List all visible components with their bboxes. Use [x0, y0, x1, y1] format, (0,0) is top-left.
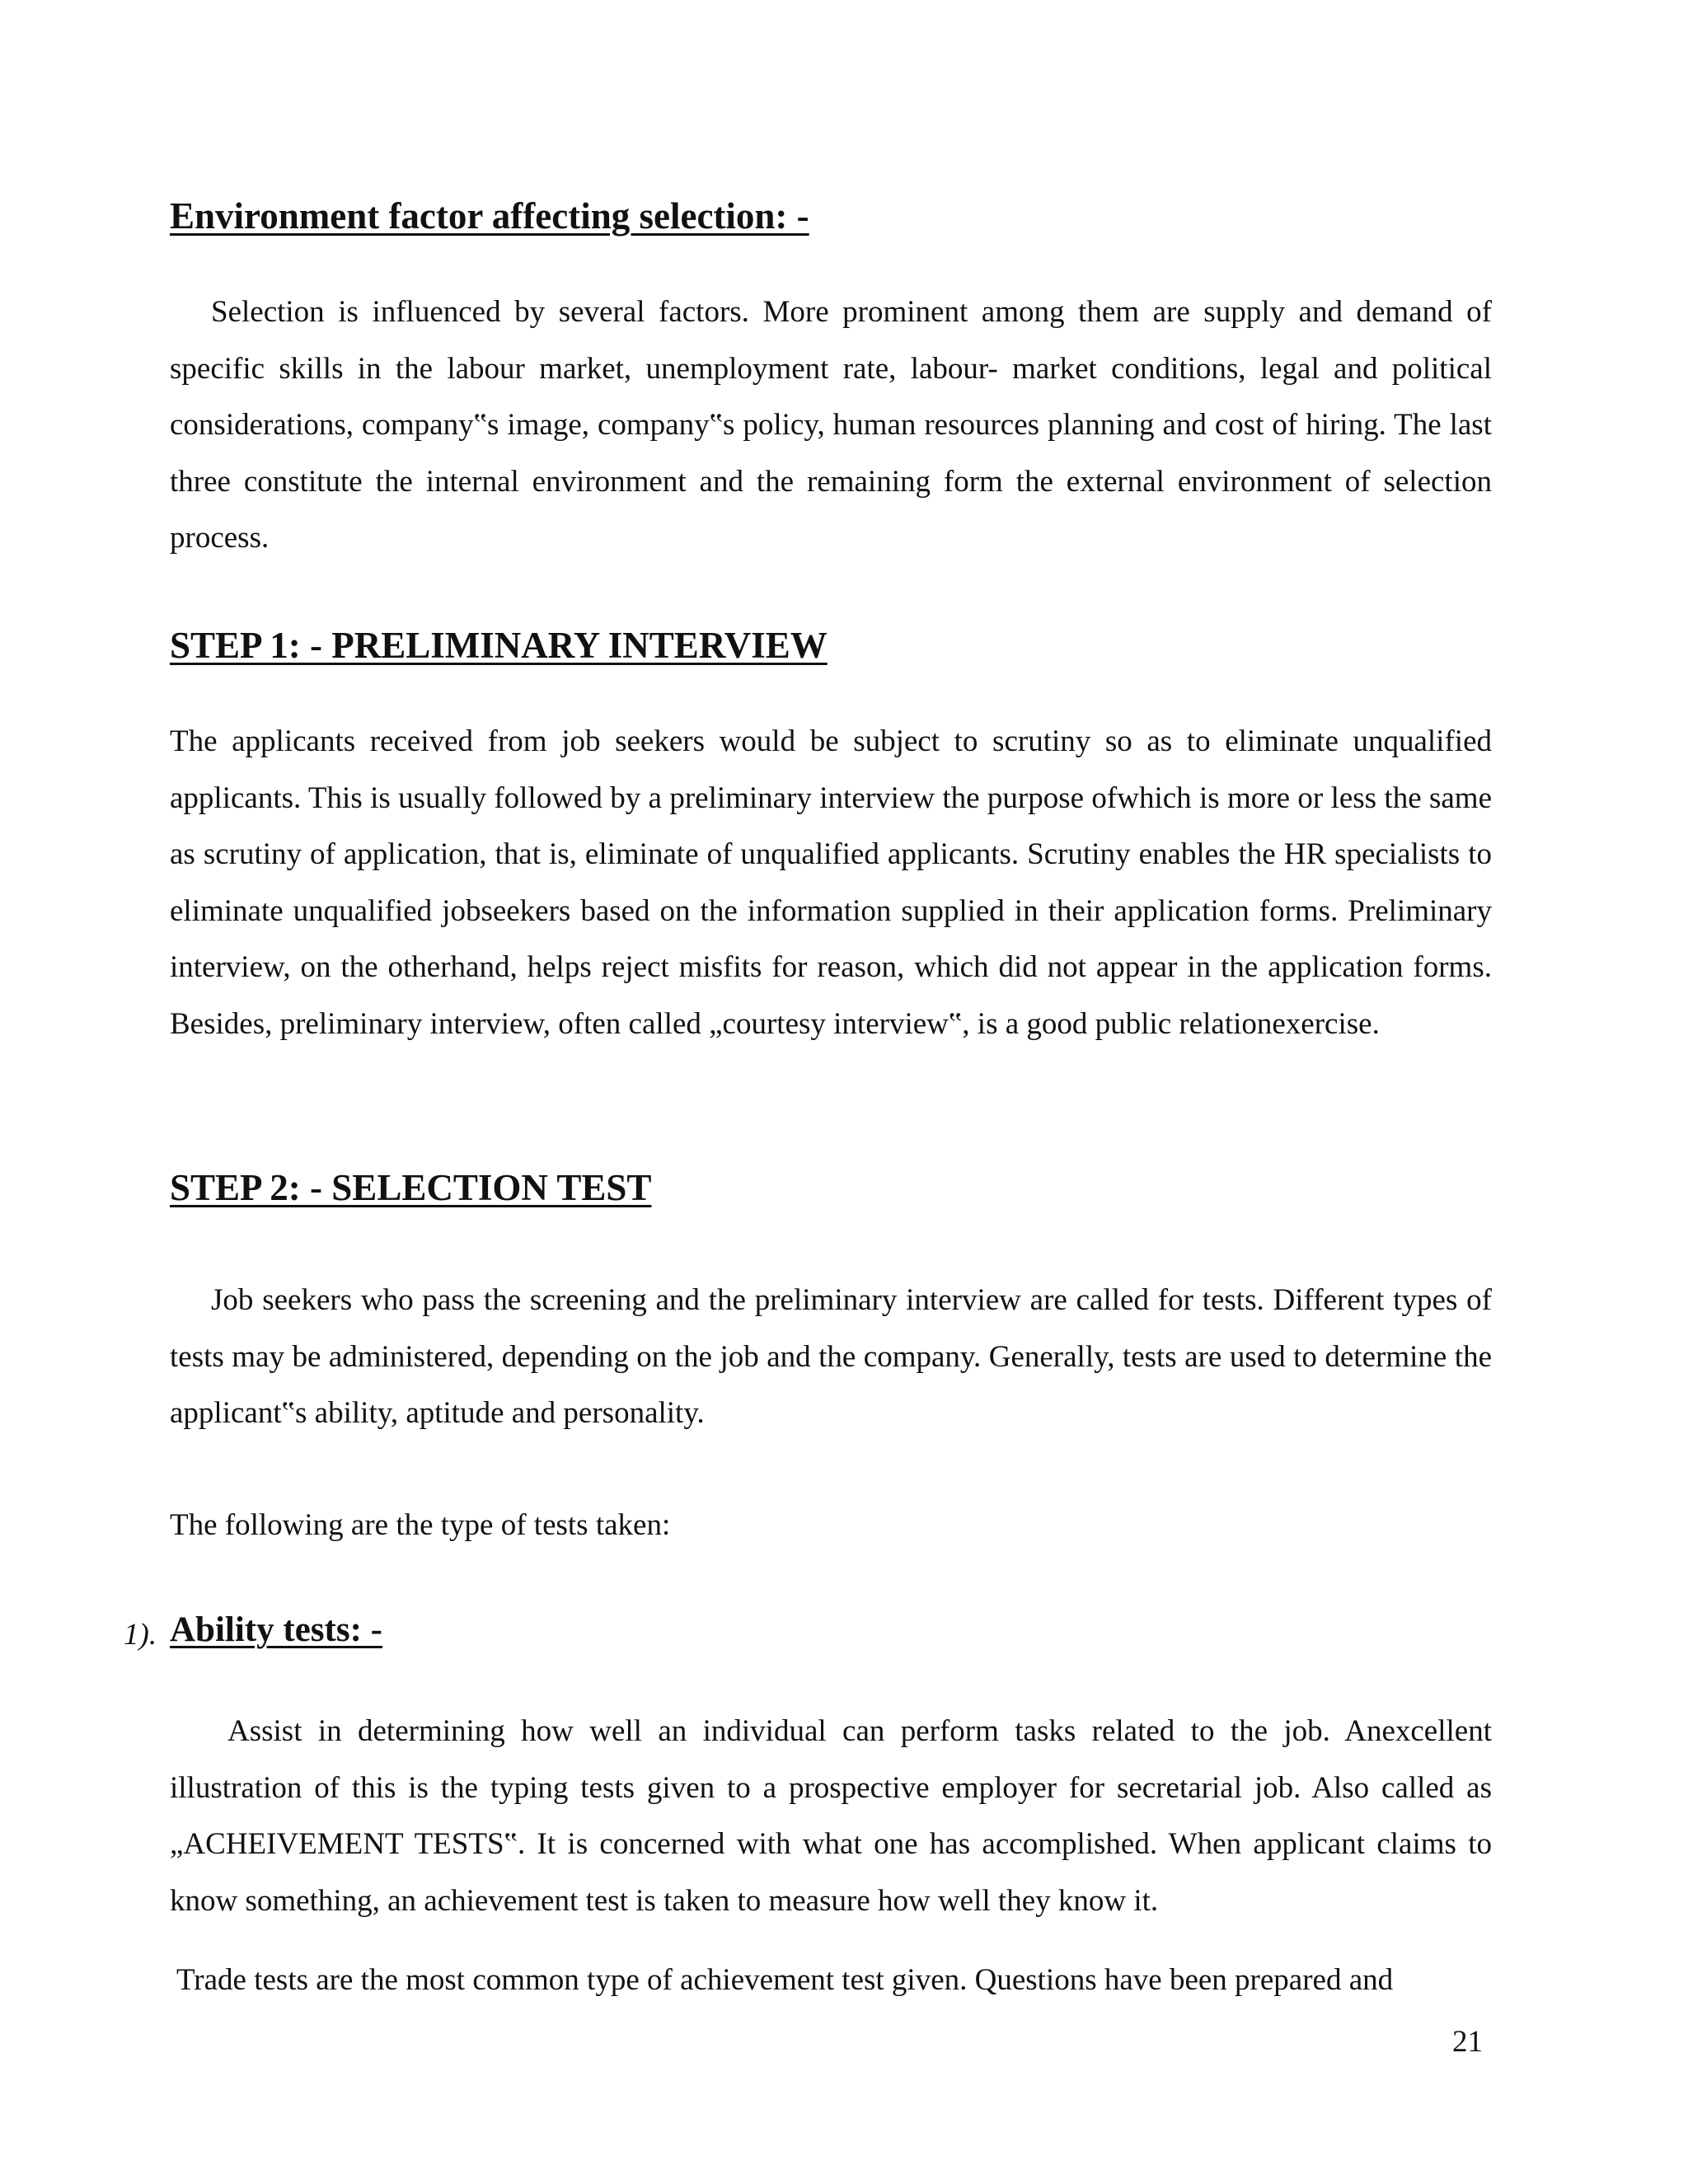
paragraph-step-1: The applicants received from job seekers would be subject to scrutiny so as to eliminate unqualified applicants. This is usually followed by a preliminary interview the purpose ofwhich is more or less the same as scrutiny of application, that is, eliminate of unqualified applicants. Scrutiny enables the HR specialists to eliminate unqualified jobseekers based on the information supplied in their application forms. Preliminary interview, on the otherhand, helps reject misfits for reason, which did not appear in the application forms. Besides, preliminary interview, often called „courtesy interview‟, is a good public relationexercise. — [170, 724, 1492, 1041]
paragraph-environment-factor: Selection is influenced by several factors. More prominent among them are supply and demand of specific skills in the labour market, unemployment rate, labour- market conditions, legal and political considerations, company‟s image, company‟s policy, human resources planning and cost of hiring. The last three constitute the internal environment and the remaining form the external environment of selection process. — [170, 295, 1492, 555]
paragraph-step-2: Job seekers who pass the screening and the preliminary interview are called for tests. Different types of tests may be administered, depending on the job and the company. Generally, tests are used to determine the applicant‟s ability, aptitude and personality. — [170, 1283, 1492, 1430]
section-heading-step-1: STEP 1: - PRELIMINARY INTERVIEW — [170, 625, 828, 666]
section-heading-environment-factor: Environment factor affecting selection: - — [170, 195, 809, 237]
paragraph-trade-tests: Trade tests are the most common type of achievement test given. Questions have been prepared and — [176, 1963, 1394, 1997]
list-marker-1: 1). — [124, 1618, 157, 1652]
page-number: 21 — [1452, 2025, 1483, 2059]
paragraph-ability-tests: Assist in determining how well an individual can perform tasks related to the job. Anexcellent illustration of this is the typing tests given to a prospective employer for secretarial job. Also called as „ACHEIVEMENT TESTS‟. It is concerned with what one has accomplished. When applicant claims to know something, an achievement test is taken to measure how well they know it. — [170, 1714, 1492, 1918]
tests-intro-line: The following are the type of tests taken: — [170, 1508, 671, 1542]
subheading-ability-tests: Ability tests: - — [170, 1610, 382, 1649]
section-heading-step-2: STEP 2: - SELECTION TEST — [170, 1167, 652, 1208]
